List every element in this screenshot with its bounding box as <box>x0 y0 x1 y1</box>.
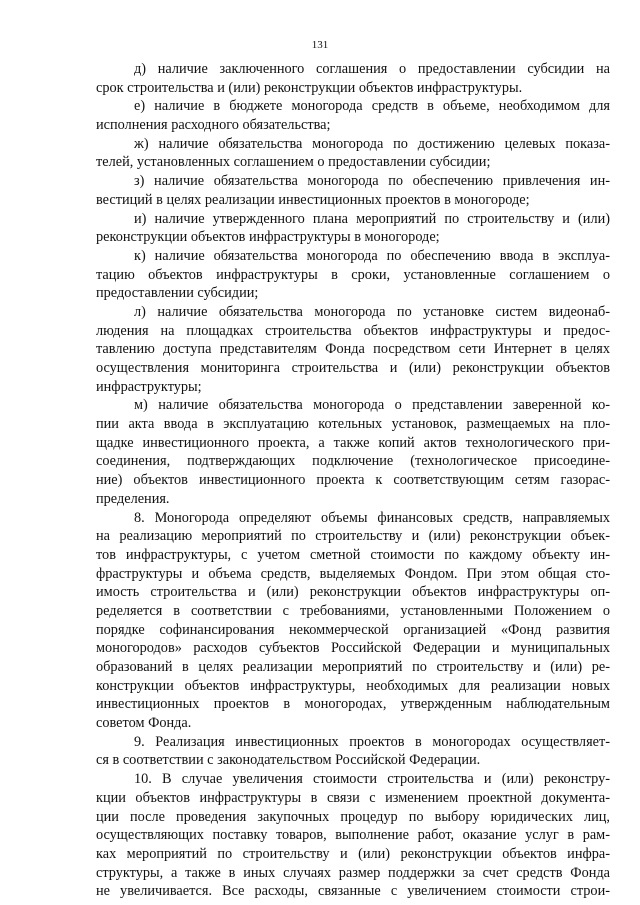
text-line: пии акта ввода в эксплуатацию котельных установок, размещаемых на пло- <box>96 416 610 433</box>
text-line: и) наличие утвержденного плана мероприятий по строительству и (или) <box>134 210 610 227</box>
text-line: 9. Реализация инвестиционных проектов в моногородах осуществляет- <box>134 733 610 750</box>
text-line: д) наличие заключенного соглашения о предоставлении субсидии на <box>134 61 610 77</box>
text-line: вестиций в целях реализации инвестиционных проектов в моногороде; <box>96 191 530 208</box>
text-line: 10. В случае увеличения стоимости строительства и (или) реконстру- <box>134 771 610 788</box>
text-line: ции после проведения закупочных процедур по выбору юридических лиц, <box>96 808 610 825</box>
text-line: образований в целях реализации мероприятий по строительству и (или) ре- <box>96 659 610 675</box>
text-line: ся в соответствии с законодательством Российской Федерации. <box>96 752 481 769</box>
text-line: конструкции объектов инфраструктуры, необходимых для реализации новых <box>96 677 610 694</box>
text-line: осуществляющих поставку товаров, выполнение работ, оказание услуг в рам- <box>96 827 610 844</box>
text-line: кции объектов инфраструктуры в связи с изменением проектной документа- <box>96 789 610 806</box>
text-line: з) наличие обязательства моногорода по обеспечению привлечения ин- <box>134 173 610 190</box>
text-line: к) наличие обязательства моногорода по обеспечению ввода в эксплуа- <box>134 247 610 264</box>
text-line: пределения. <box>96 490 170 507</box>
text-line: не увеличивается. Все расходы, связанные с увеличением стоимости строи- <box>96 883 610 900</box>
text-line: тов инфраструктуры, с учетом сметной стоимости по каждому объекту ин- <box>96 546 610 563</box>
text-line: е) наличие в бюджете моногорода средств в объеме, необходимом для <box>134 98 610 115</box>
text-line: порядке софинансирования некоммерческой организацией «Фонд развития <box>96 621 610 638</box>
text-line: предоставлении субсидии; <box>96 285 259 302</box>
text-line: на реализацию мероприятий по строительству и (или) реконструкции объек- <box>96 528 610 545</box>
text-line: тавлению доступа представителям Фонда посредством сети Интернет в целях <box>96 341 610 358</box>
text-line: реконструкции объектов инфраструктуры в моногороде; <box>96 229 440 246</box>
text-line: 8. Моногорода определяют объемы финансовых средств, направляемых <box>134 509 610 526</box>
text-line: фраструктуры и объема средств, выделяемых Фондом. При этом общая сто- <box>96 565 610 582</box>
text-line: людения на площадках строительства объектов инфраструктуры и предос- <box>96 322 610 339</box>
text-line: структуры, а также в иных случаях размер поддержки за счет средств Фонда <box>96 864 610 881</box>
document-body <box>96 60 610 901</box>
text-line: имость строительства и (или) реконструкции объектов инфраструктуры оп- <box>96 584 610 601</box>
text-line: ние) объектов инвестиционного проекта к соответствующим сетям газорас- <box>96 472 610 489</box>
text-line: срок строительства и (или) реконструкции объектов инфраструктуры. <box>96 79 523 96</box>
text-line: щадке инвестиционного проекта, а также копий актов технологического при- <box>96 434 610 451</box>
text-line: инфраструктуры; <box>96 378 202 395</box>
page-number: 131 <box>311 39 329 51</box>
text-line: советом Фонда. <box>96 715 192 732</box>
text-line: исполнения расходного обязательства; <box>96 117 331 134</box>
text-line: соединения, подтверждающих подключение (технологическое присоедине- <box>96 453 610 470</box>
text-line: ж) наличие обязательства моногорода по достижению целевых показа- <box>134 135 610 152</box>
text-line: м) наличие обязательства моногорода о представлении заверенной ко- <box>134 397 610 414</box>
text-line: моногородов» расходов субъектов Российской Федерации и муниципальных <box>96 640 610 657</box>
text-line: тацию объектов инфраструктуры в сроки, установленные соглашением о <box>96 266 610 283</box>
text-line: телей, установленных соглашением о предоставлении субсидии; <box>96 154 491 171</box>
text-line: осуществления мониторинга строительства и (или) реконструкции объектов <box>96 360 610 376</box>
text-line: л) наличие обязательства моногорода по установке систем видеонаб- <box>134 303 610 320</box>
text-line: инвестиционных проектов в моногородах, утвержденным наблюдательным <box>96 696 610 713</box>
text-line: ределяется в соответствии с требованиями, установленными Положением о <box>96 602 610 619</box>
text-line: ках мероприятий по строительству и (или) реконструкции объектов инфра- <box>96 845 610 862</box>
